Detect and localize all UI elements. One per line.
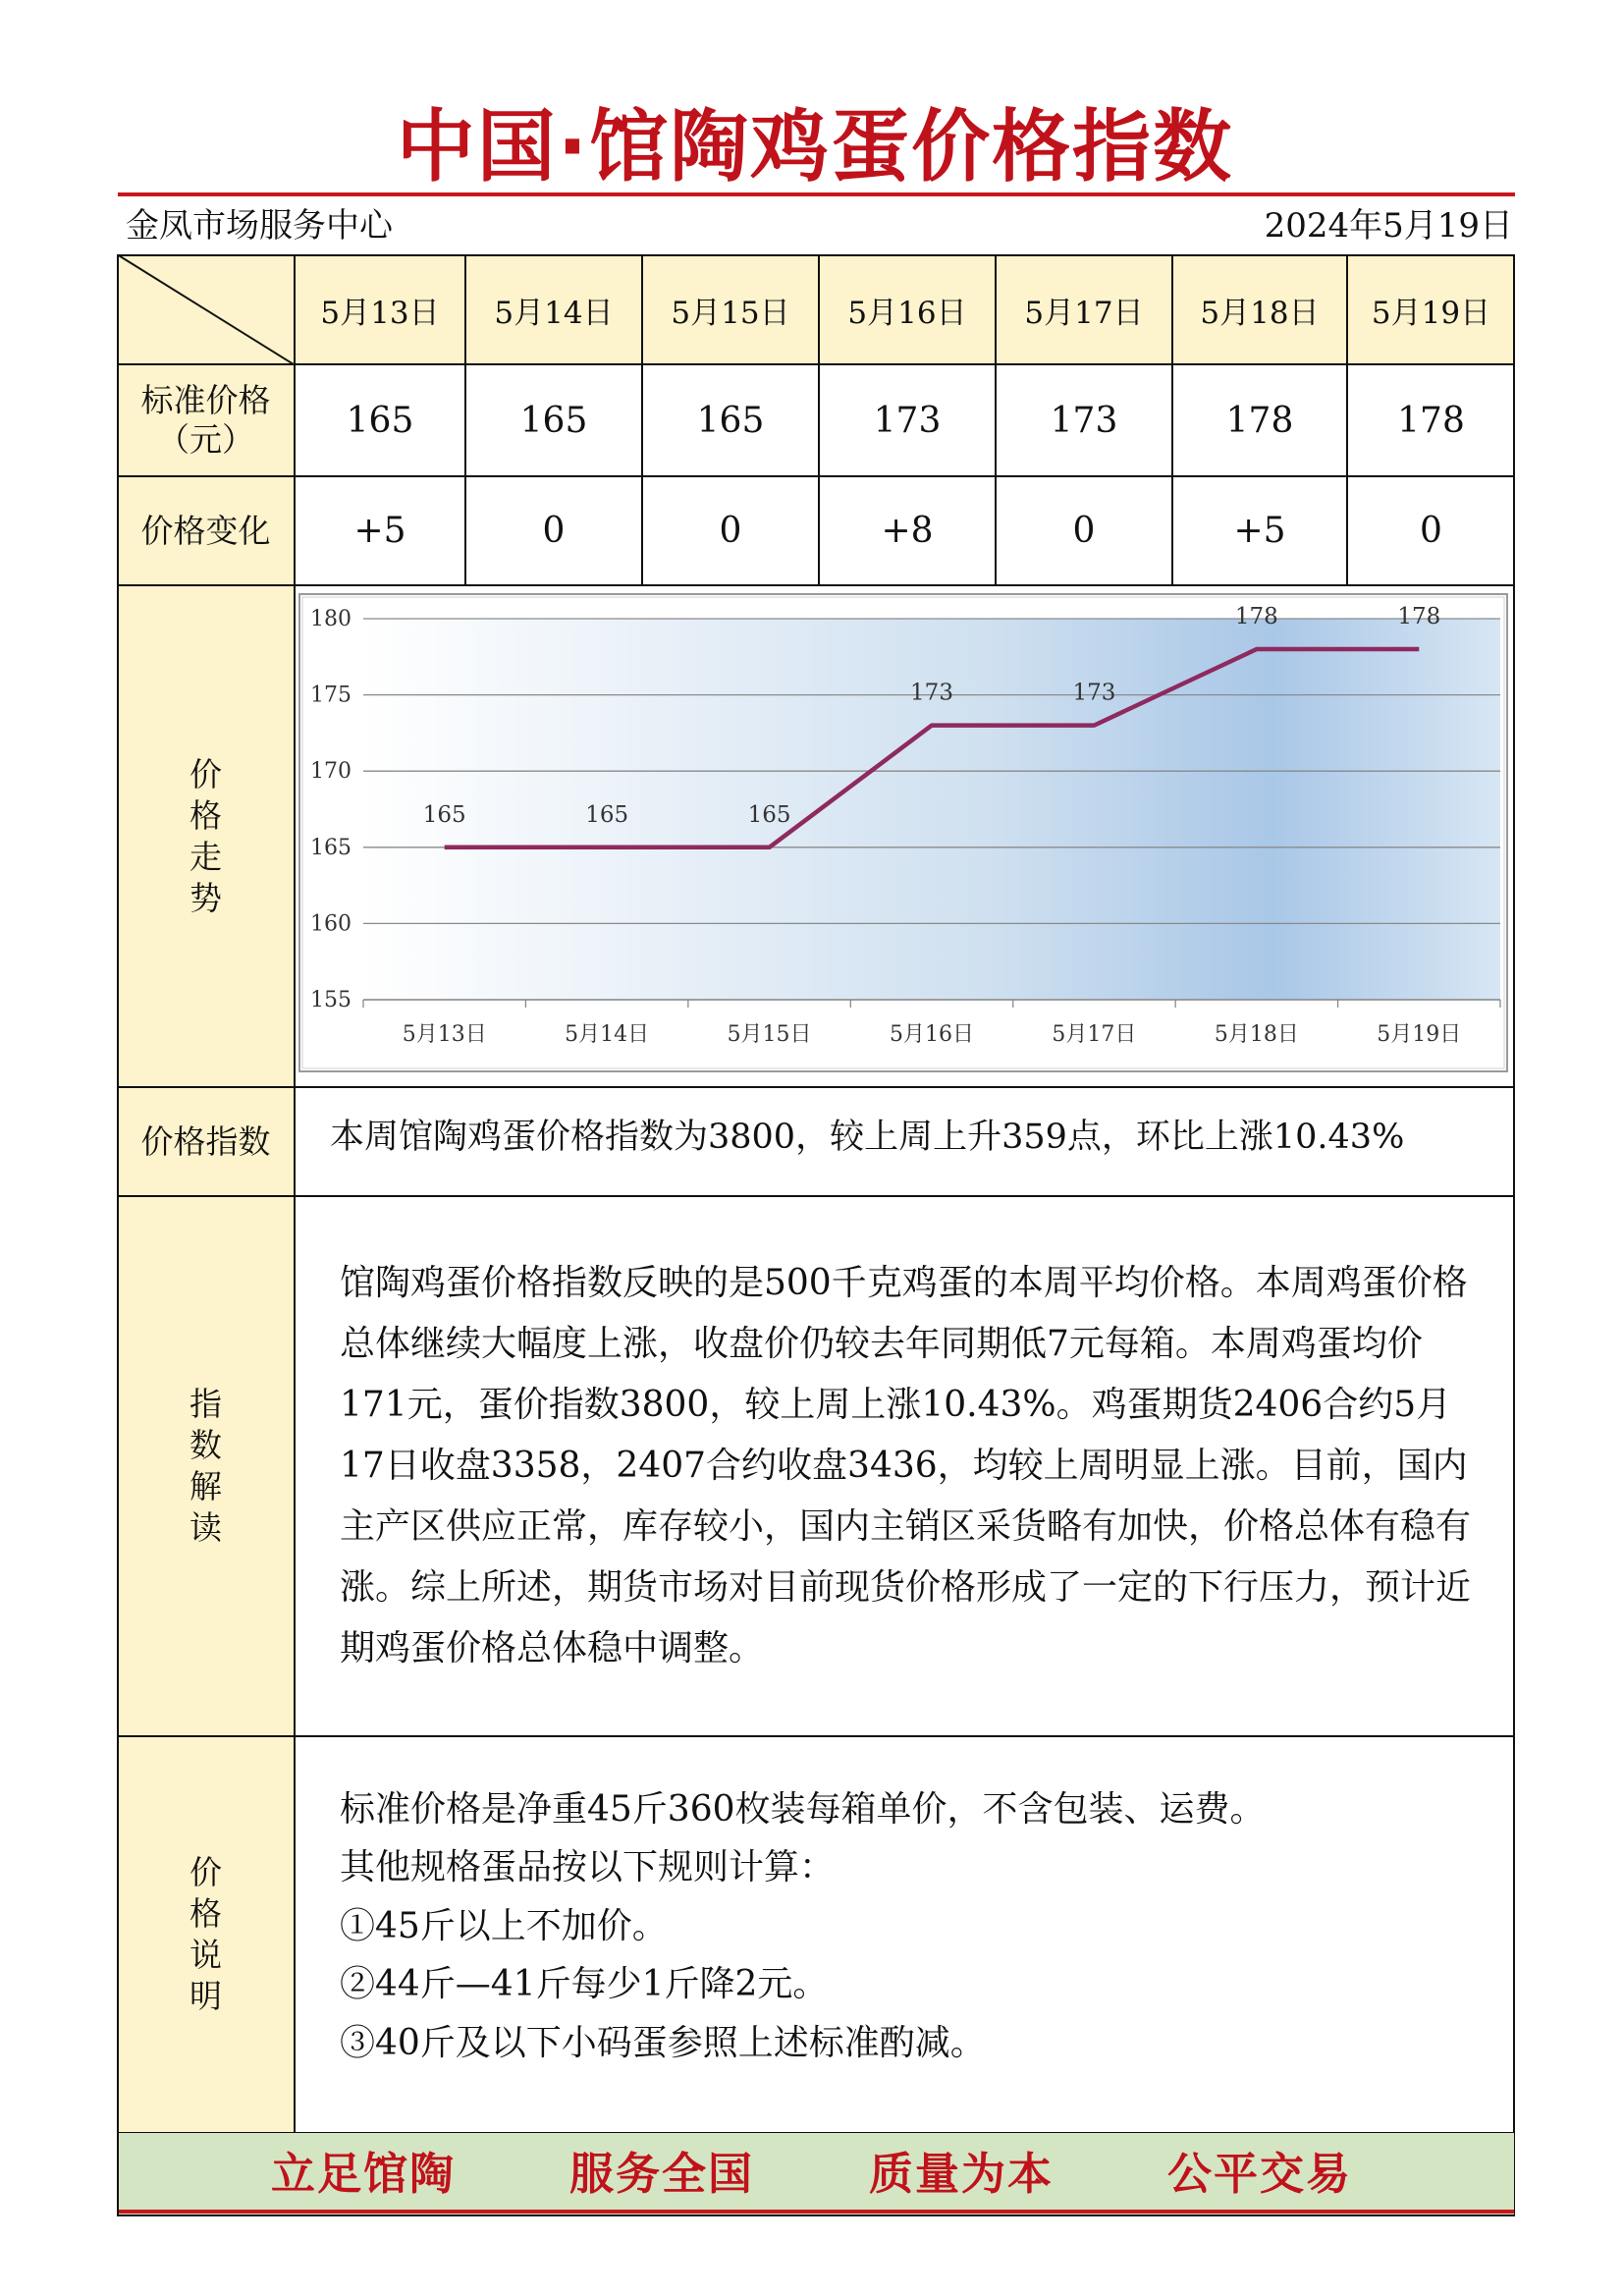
page-title: 中国·馆陶鸡蛋价格指数 [396,101,1234,192]
table-border [1171,254,1173,585]
data-label: 173 [1072,680,1116,706]
data-label: 165 [747,801,791,828]
table-border [117,254,119,2216]
table-border [995,254,997,585]
price-index-table [117,254,1515,2216]
slogan-item: 公平交易 [1167,2148,1353,2200]
slogan-item: 立足馆陶 [271,2148,457,2200]
data-label: 173 [910,680,953,706]
price-cell: 165 [519,400,588,441]
price-cell: 165 [346,400,414,441]
data-label: 178 [1397,604,1441,630]
change-cell: 0 [1420,511,1442,551]
change-cell: 0 [1072,511,1096,551]
date-header-cell: 5月17日 [1024,295,1144,331]
change-cell: +8 [881,511,934,551]
table-border [641,254,643,585]
x-tick-label: 5月16日 [890,1022,974,1047]
date-header-cell: 5月16日 [847,295,967,331]
price-label-line1: 标准价格 [140,381,271,419]
x-tick-label: 5月19日 [1377,1022,1462,1047]
x-tick-label: 5月14日 [565,1022,650,1047]
slogan-item: 服务全国 [569,2148,755,2200]
price-cell: 173 [1050,400,1118,441]
date-header-cell: 5月13日 [320,295,440,331]
organization-name: 金凤市场服务中心 [126,206,393,246]
price-cell: 178 [1397,400,1465,441]
date-header-cell: 5月18日 [1200,295,1320,331]
price-cell: 165 [696,400,765,441]
plot-area [363,619,1500,1000]
date-header-cell: 5月15日 [671,295,790,331]
price-cell: 173 [873,400,942,441]
table-border [117,2214,1515,2216]
slogan-divider [119,2210,1514,2214]
price-label-unit: （元） [157,420,254,459]
table-border [1346,254,1348,585]
price-trend-chart [298,593,1508,1072]
table-border [294,254,296,2133]
date-header-cell: 5月14日 [494,295,614,331]
change-cell: 0 [719,511,742,551]
x-tick-label: 5月17日 [1052,1022,1137,1047]
change-cell: +5 [1233,511,1286,551]
y-tick-label: 175 [310,683,352,708]
table-border [117,584,1515,586]
table-border [117,475,1515,477]
interpretation-text: 馆陶鸡蛋价格指数反映的是500千克鸡蛋的本周平均价格。本周鸡蛋价格总体继续大幅度上涨，收盘价仍较去年同期低7元每箱。本周鸡蛋均价171元，蛋价指数3800，较上周上涨10.43%。鸡蛋期货2406合约5月17日收盘3358，2407合约收盘3436，均较上周明显上涨。目前，国内主产区供应正常，库存较小，国内主销区采货略有加快，价格总体有稳有涨。综上所述，期货市场对目前现货价格形成了一定的下行压力，预计近期鸡蛋价格总体稳中调整。 [340,1263,1472,1668]
report-date: 2024年5月19日 [1264,206,1513,246]
index-summary-text: 本周馆陶鸡蛋价格指数为3800，较上周上升359点，环比上涨10.43% [330,1118,1405,1157]
data-label: 165 [585,801,629,828]
slogan-item: 质量为本 [869,2148,1055,2200]
y-tick-label: 165 [310,835,352,860]
table-border [1513,254,1515,2216]
note-line: 标准价格是净重45斤360枚装每箱单价，不含包装、运费。 [340,1789,1266,1830]
change-cell: 0 [542,511,566,551]
y-tick-label: 155 [310,988,352,1012]
interpretation-section-label [117,1196,295,1736]
chart-section-label [117,585,295,1087]
date-header-cell: 5月19日 [1371,295,1491,331]
table-border [117,1086,1515,1088]
table-border [818,254,820,585]
note-line: ②44斤—41斤每少1斤降2元。 [340,1964,829,2004]
note-line: ③40斤及以下小码蛋参照上述标准酌减。 [340,2023,986,2063]
x-tick-label: 5月18日 [1214,1022,1299,1047]
y-tick-label: 180 [310,607,352,631]
y-tick-label: 170 [310,759,352,785]
price-cell: 178 [1225,400,1294,441]
data-label: 165 [422,801,466,828]
table-border [117,1735,1515,1737]
table-border [117,254,1515,256]
table-border [464,254,466,585]
table-border [117,1195,1515,1197]
index-section-label: 价格指数 [117,1087,295,1196]
corner-diagonal [117,254,294,364]
change-row-label: 价格变化 [117,476,295,585]
x-tick-label: 5月13日 [402,1022,487,1047]
note-line: 其他规格蛋品按以下规则计算： [340,1847,836,1887]
title-divider [118,192,1515,196]
notes-section-label [117,1736,295,2133]
x-tick-label: 5月15日 [727,1022,812,1047]
chart-label-text: 价格走势 [189,754,222,917]
y-tick-label: 160 [310,911,352,937]
change-cell: +5 [353,511,406,551]
data-label: 178 [1234,604,1278,630]
price-row-label [117,364,295,476]
table-border [117,363,1515,365]
note-line: ①45斤以上不加价。 [340,1906,668,1946]
notes-label-text: 价格说明 [189,1853,222,2015]
interpretation-label-text: 指数解读 [189,1385,222,1547]
